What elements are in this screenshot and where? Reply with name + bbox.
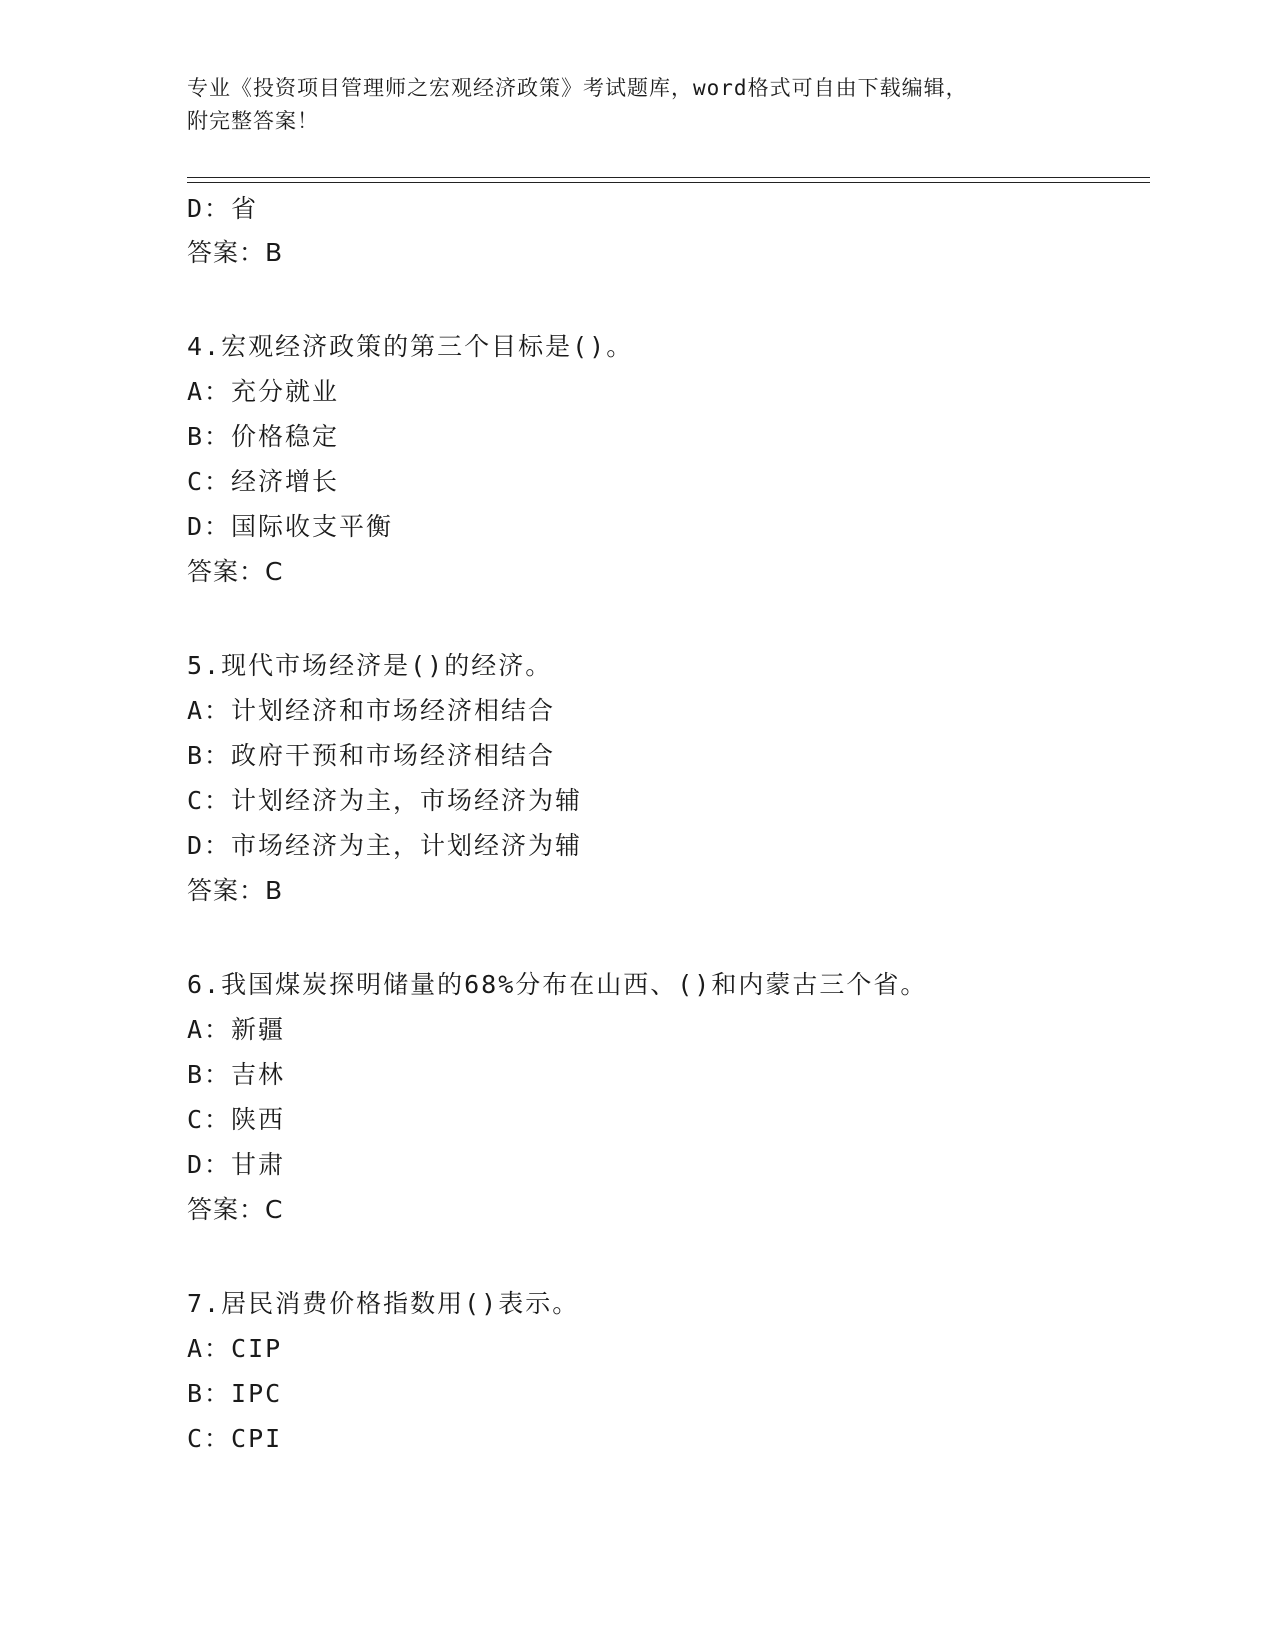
q7-option-a: A：CIP xyxy=(187,1334,283,1363)
header-line-1: 专业《投资项目管理师之宏观经济政策》考试题库，word格式可自由下载编辑， xyxy=(187,76,968,100)
q6-question: 6.我国煤炭探明储量的68%分布在山西、()和内蒙古三个省。 xyxy=(187,970,928,999)
q7-question: 7.居民消费价格指数用()表示。 xyxy=(187,1289,580,1318)
q4-option-d: D：国际收支平衡 xyxy=(187,512,394,541)
document-header xyxy=(187,72,1087,138)
header-line-2: 附完整答案！ xyxy=(187,109,319,133)
q5-question: 5.现代市场经济是()的经济。 xyxy=(187,651,553,680)
q7-option-c: C：CPI xyxy=(187,1424,283,1453)
header-divider-top xyxy=(187,177,1150,178)
q5-option-c: C：计划经济为主，市场经济为辅 xyxy=(187,786,583,815)
q5-answer: 答案：B xyxy=(187,876,284,905)
q4-answer: 答案：C xyxy=(187,557,284,586)
q7-option-b: B：IPC xyxy=(187,1379,283,1408)
q6-option-b: B：吉林 xyxy=(187,1060,286,1089)
q4-option-c: C：经济增长 xyxy=(187,467,340,496)
header-divider-bottom xyxy=(187,182,1150,183)
q6-option-d: D：甘肃 xyxy=(187,1150,286,1179)
q6-answer: 答案：C xyxy=(187,1195,284,1224)
q5-option-b: B：政府干预和市场经济相结合 xyxy=(187,741,556,770)
q3-answer: 答案：B xyxy=(187,238,284,267)
q3-option-d: D：省 xyxy=(187,194,259,223)
q5-option-d: D：市场经济为主，计划经济为辅 xyxy=(187,831,583,860)
q6-option-c: C：陕西 xyxy=(187,1105,286,1134)
q5-option-a: A：计划经济和市场经济相结合 xyxy=(187,696,556,725)
q4-option-a: A：充分就业 xyxy=(187,377,340,406)
q4-question: 4.宏观经济政策的第三个目标是()。 xyxy=(187,332,634,361)
q4-option-b: B：价格稳定 xyxy=(187,422,340,451)
q6-option-a: A：新疆 xyxy=(187,1015,286,1044)
